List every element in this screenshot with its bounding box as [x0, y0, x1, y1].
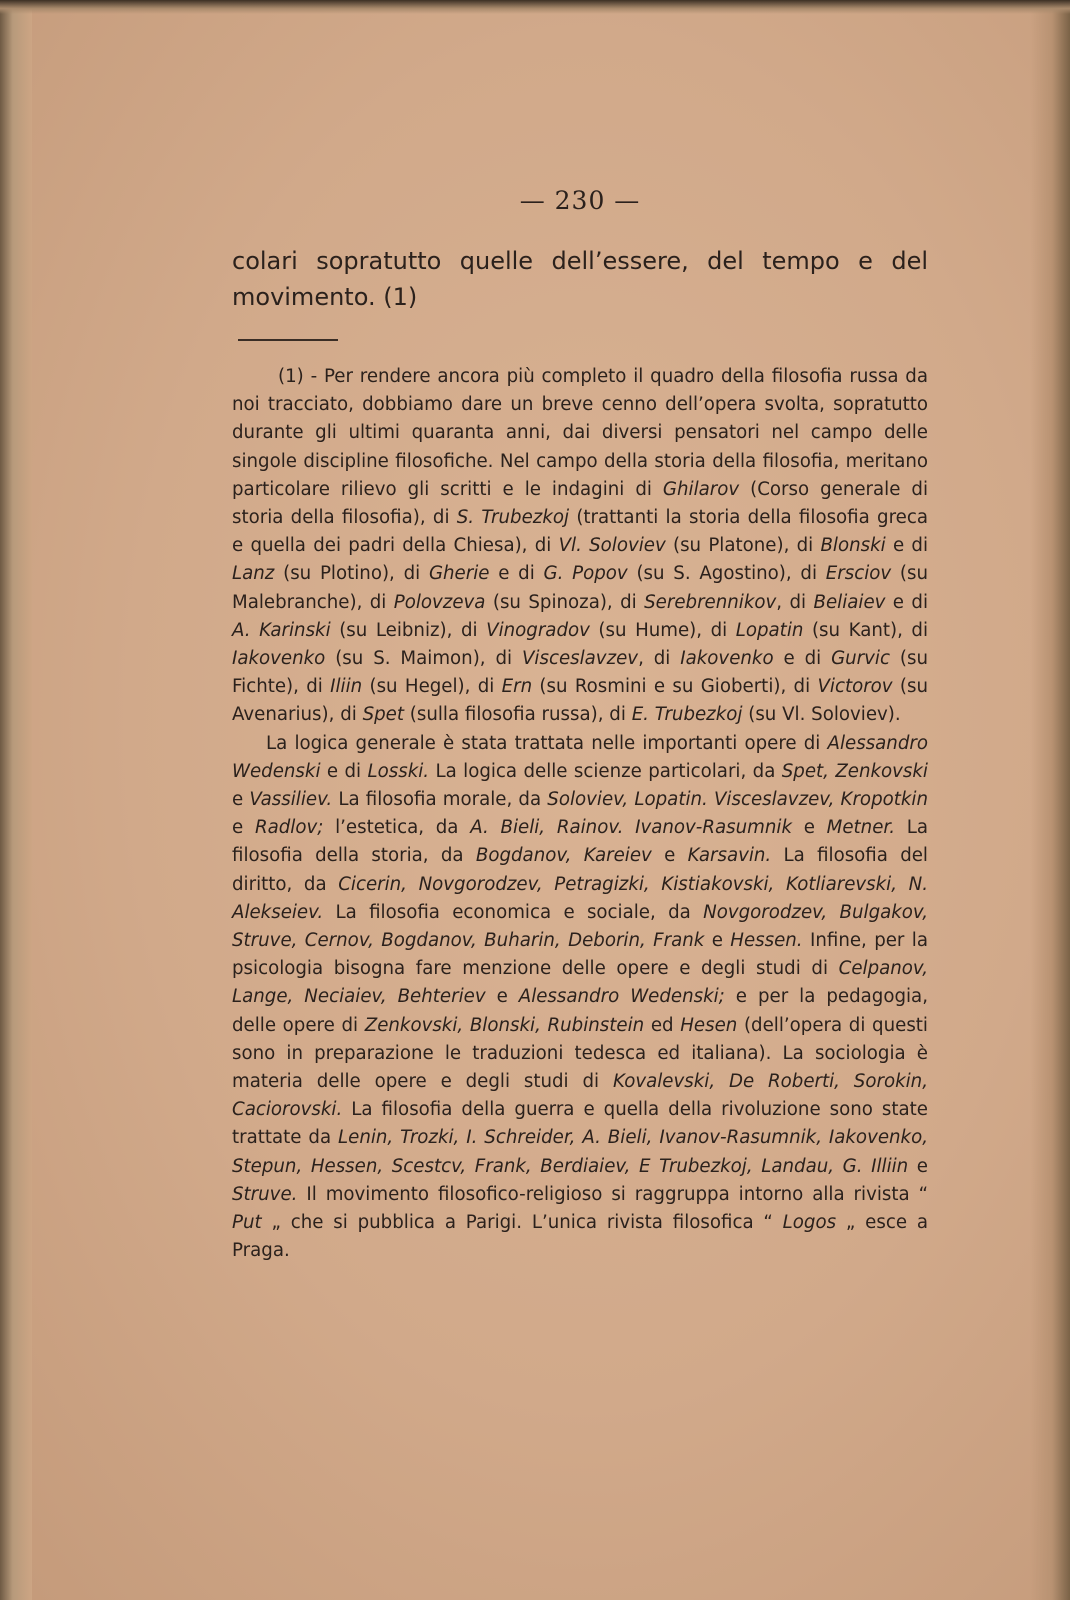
italic-name: Radlov;: [254, 817, 324, 839]
italic-name: Victorov: [817, 676, 893, 698]
footnote-text-run: e: [485, 986, 519, 1008]
italic-name: S. Trubezkoj: [456, 507, 570, 529]
footnote-text-run: (su Hegel), di: [362, 676, 502, 698]
footnote-text-run: e di: [489, 563, 544, 585]
footnote-text-run: , di: [776, 591, 814, 613]
footnote-text-run: (su Leibniz), di: [330, 619, 487, 641]
footnote-text-run: La filosofia economica e sociale, da: [323, 901, 704, 923]
italic-name: Lenin, Trozki, I. Schreider, A. Bieli, Ivanov-Rasumnik, Iakovenko, Stepun, Hessen, Scestcv, Frank, Berdiaiev, E Trubezkoj, Landau, G. Illiin: [232, 1127, 928, 1177]
footnote-text-run: e di: [320, 760, 368, 782]
footnote-text-run: e: [704, 930, 731, 952]
italic-name: Ersciov: [825, 563, 892, 585]
footnote-text-run: La filosofia della storia, da: [232, 817, 928, 867]
italic-name: Lopatin: [735, 619, 804, 641]
italic-name: Bogdanov, Kareiev: [475, 845, 652, 867]
italic-name: Vl. Soloviev: [558, 535, 666, 557]
footnote-text-run: La logica generale è stata trattata nelle importanti opere di: [266, 732, 828, 754]
italic-name: Polovzeva: [393, 591, 486, 613]
footnote-text-run: (trattanti la storia della filosofia greca e quella dei padri della Chiesa), di: [232, 507, 928, 557]
footnote-text-run: (su Fichte), di: [232, 648, 928, 698]
italic-name: Spet, Zenkovski: [781, 760, 928, 782]
italic-name: Iakovenko: [232, 648, 326, 670]
footnote-text-run: (su Kant), di: [803, 619, 929, 641]
footnote-text-run: Il movimento filosofico-religioso si raggruppa intorno alla rivista “: [297, 1183, 928, 1205]
footnote-text-run: (su Plotino), di: [274, 563, 429, 585]
italic-name: Put: [232, 1212, 262, 1234]
footnote-text-run: (1) - Per rendere ancora più completo il quadro della filosofia russa da noi tracciato, dobbiamo dare un breve cenno dell’opera svolta, sopratutto durante gli ultimi quaranta anni, dai diversi pensatori nel campo delle singole discipline filosofiche. Nel campo della storia della filosofia, meritano particolare rilievo gli scritti e le indagini di: [232, 366, 928, 500]
footnote-text-run: e: [651, 845, 688, 867]
italic-name: Alessandro Wedenski;: [518, 986, 725, 1008]
page-left-edge: [0, 0, 32, 1600]
italic-name: Celpanov, Lange, Neciaiev, Behteriev: [232, 958, 928, 1008]
italic-name: Iakovenko: [680, 648, 774, 670]
italic-name: Ern: [501, 676, 533, 698]
footnote-text-run: (su Platone), di: [665, 535, 821, 557]
footnote-text-run: La filosofia morale, da: [332, 789, 548, 811]
page-top-edge: [0, 0, 1070, 14]
italic-name: Ghilarov: [662, 478, 740, 500]
footnote-text-run: La filosofia della guerra e quella della rivoluzione sono state trattate da: [232, 1099, 928, 1149]
footnote-text-run: e: [232, 817, 255, 839]
italic-name: G. Popov: [543, 563, 628, 585]
italic-name: Iliin: [330, 676, 363, 698]
italic-name: Spet: [362, 704, 404, 726]
italic-name: Kovalevski, De Roberti, Sorokin, Caciorovski.: [232, 1071, 928, 1121]
italic-name: Logos: [782, 1212, 837, 1234]
italic-name: Gherie: [428, 563, 490, 585]
italic-name: Hesen: [680, 1014, 738, 1036]
italic-name: Losski.: [367, 760, 430, 782]
footnote-text-run: (su Hume), di: [589, 619, 736, 641]
footnote-text-run: (dell’opera di questi sono in preparazione le traduzioni tedesca ed italiana). La sociologia è materia delle opere e degli studi di: [232, 1014, 928, 1093]
footnote-text-run: „ esce a Praga.: [232, 1212, 928, 1262]
footnote-text-run: ed: [644, 1014, 681, 1036]
footnote-text-run: (sulla filosofia russa), di: [404, 704, 632, 726]
italic-name: Alessandro Wedenski: [232, 732, 928, 782]
footnote-text-run: (su S. Maimon), di: [325, 648, 522, 670]
italic-name: Zenkovski, Blonski, Rubinstein: [364, 1014, 645, 1036]
footnote-text-run: (su Vl. Soloviev).: [742, 704, 901, 726]
page-right-edge: [1030, 0, 1070, 1600]
italic-name: Struve.: [232, 1183, 298, 1205]
footnote-text-run: e: [232, 789, 250, 811]
footnote-paragraph-1: [232, 363, 928, 730]
footnote-separator-rule: [238, 339, 338, 341]
footnote-paragraph-2: [232, 730, 928, 1266]
italic-name: Karsavin.: [687, 845, 772, 867]
footnote-text-run: La filosofia del diritto, da: [232, 845, 928, 895]
italic-name: Beliaiev: [813, 591, 886, 613]
footnote-text-run: (su Avenarius), di: [232, 676, 928, 726]
footnote-reference: (1): [383, 283, 418, 311]
footnote-text-run: La logica delle scienze particolari, da: [429, 760, 782, 782]
italic-name: A. Karinski: [232, 619, 331, 641]
footnote-text-run: , di: [638, 648, 681, 670]
page-text-block: [232, 186, 928, 1266]
footnote-text-run: (su Rosmini e su Gioberti), di: [532, 676, 818, 698]
footnote-text-run: e per la pedagogia, delle opere di: [232, 986, 928, 1036]
italic-name: Hessen.: [730, 930, 803, 952]
italic-name: Novgorodzev, Bulgakov, Struve, Cernov, Bogdanov, Buharin, Deborin, Frank: [232, 901, 928, 952]
footnote-text-run: (Corso generale di storia della filosofia), di: [232, 478, 928, 529]
italic-name: A. Bieli, Rainov. Ivanov-Rasumnik: [470, 817, 792, 839]
italic-name: Vinogradov: [486, 619, 590, 641]
footnote-text-run: e: [908, 1155, 928, 1177]
italic-name: Visceslavzev: [521, 648, 639, 670]
italic-name: E. Trubezkoj: [631, 704, 743, 726]
italic-name: Cicerin, Novgorodzev, Petragizki, Kistiakovski, Kotliarevski, N. Alekseiev.: [232, 873, 928, 923]
italic-name: Metner.: [826, 817, 895, 839]
main-text-continuation: [232, 243, 928, 315]
main-text: colari sopratutto quelle dell’essere, del tempo e del movimento.: [232, 247, 928, 311]
italic-name: Serebrennikov: [644, 591, 777, 613]
footnote-text-run: „ che si pubblica a Parigi. L’unica rivista filosofica “: [261, 1212, 783, 1234]
italic-name: Lanz: [232, 563, 275, 585]
footnote-text-run: l’estetica, da: [323, 817, 471, 839]
footnote-text-run: e di: [885, 535, 928, 557]
footnote-text-run: (su Malebranche), di: [232, 563, 929, 613]
italic-name: Gurvic: [831, 648, 890, 670]
italic-name: Blonski: [820, 535, 886, 557]
footnote-text-run: e di: [885, 591, 928, 613]
page-number: — 230 —: [519, 186, 641, 215]
footnote-text-run: (su S. Agostino), di: [627, 563, 826, 585]
footnote: [232, 363, 928, 1266]
italic-name: Vassiliev.: [249, 789, 333, 811]
footnote-text-run: e: [791, 817, 827, 839]
footnote-text-run: e di: [773, 648, 832, 670]
footnote-text-run: (su Spinoza), di: [485, 591, 645, 613]
footnote-text-run: Infine, per la psicologia bisogna fare menzione delle opere e degli studi di: [232, 930, 928, 980]
italic-name: Soloviev, Lopatin. Visceslavzev, Kropotkin: [547, 789, 928, 811]
